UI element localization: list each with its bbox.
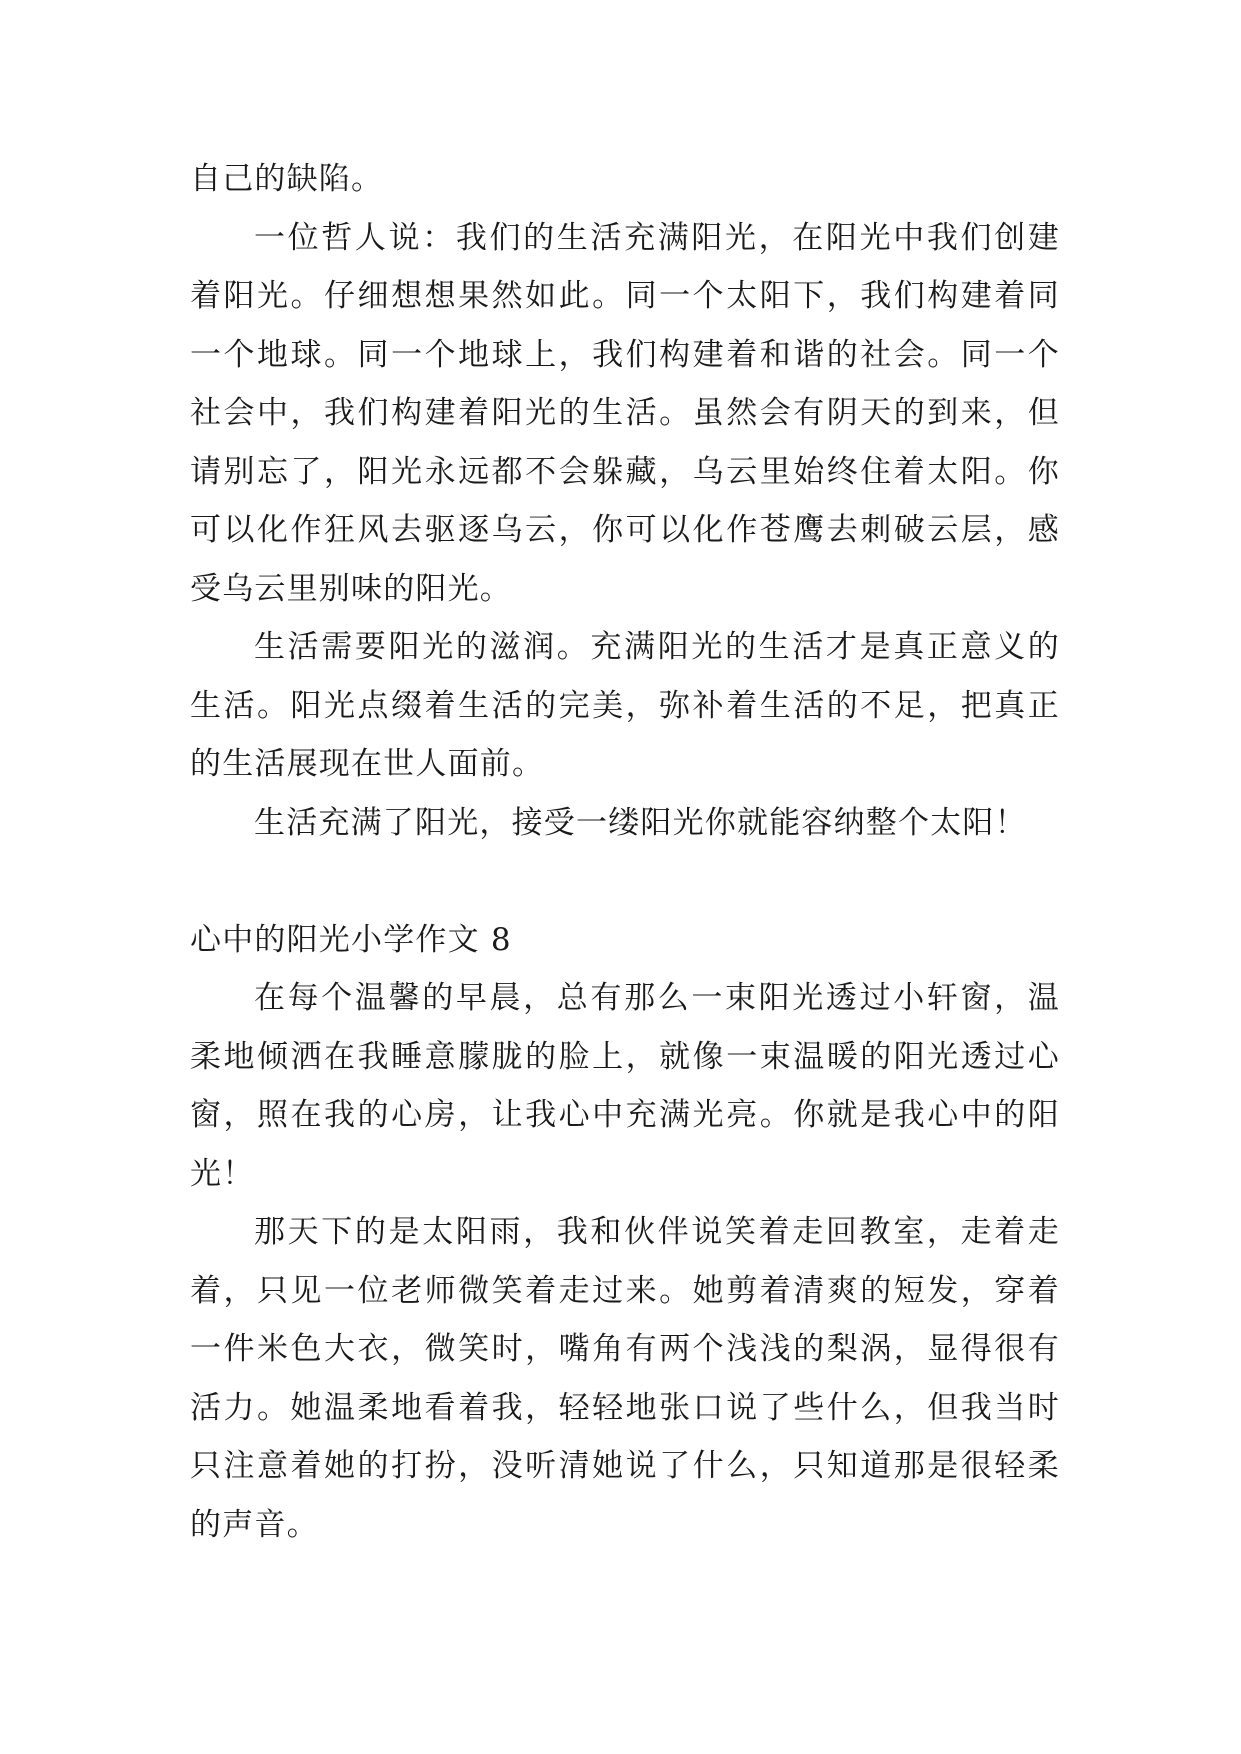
text-line: 着阳光。仔细想想果然如此。同一个太阳下，我们构建着同 xyxy=(190,278,1060,314)
text-line: 一位哲人说：我们的生活充满阳光，在阳光中我们创建 xyxy=(254,219,1060,256)
text-line: 受乌云里别味的阳光。 xyxy=(190,570,512,607)
document-page xyxy=(190,150,1060,1554)
text-line: 自己的缺陷。 xyxy=(190,161,384,197)
text-line: 生活。阳光点缀着生活的完美，弥补着生活的不足，把真正 xyxy=(190,687,1060,724)
text-line: 可以化作狂风去驱逐乌云，你可以化作苍鹰去刺破云层，感 xyxy=(190,512,1060,548)
paragraph xyxy=(190,1203,1060,1554)
text-line: 柔地倾洒在我睡意朦胧的脸上，就像一束温暖的阳光透过心 xyxy=(190,1038,1060,1075)
paragraph xyxy=(190,969,1060,1203)
text-line: 只注意着她的打扮，没听清她说了什么，只知道那是很轻柔 xyxy=(190,1448,1060,1484)
paragraph xyxy=(190,150,1060,209)
text-line: 着，只见一位老师微笑着走过来。她剪着清爽的短发，穿着 xyxy=(190,1272,1060,1309)
blank-line xyxy=(190,852,1060,911)
text-line: 窗，照在我的心房，让我心中充满光亮。你就是我心中的阳 xyxy=(190,1097,1060,1133)
text-line: 社会中，我们构建着阳光的生活。虽然会有阴天的到来，但 xyxy=(190,395,1060,431)
text-line: 生活充满了阳光，接受一缕阳光你就能容纳整个太阳！ xyxy=(254,804,1027,841)
paragraph xyxy=(190,794,1060,853)
text-line: 光！ xyxy=(190,1155,255,1192)
text-line: 的生活展现在世人面前。 xyxy=(190,746,545,782)
paragraph xyxy=(190,209,1060,619)
paragraph xyxy=(190,618,1060,794)
text-line: 在每个温馨的早晨，总有那么一束阳光透过小轩窗，温 xyxy=(254,980,1060,1016)
text-line: 请别忘了，阳光永远都不会躲藏，乌云里始终住着太阳。你 xyxy=(190,453,1060,490)
text-line: 那天下的是太阳雨，我和伙伴说笑着走回教室，走着走 xyxy=(254,1214,1060,1250)
text-line: 生活需要阳光的滋润。充满阳光的生活才是真正意义的 xyxy=(254,629,1060,665)
text-line: 一个地球。同一个地球上，我们构建着和谐的社会。同一个 xyxy=(190,336,1060,373)
text-line: 的声音。 xyxy=(190,1506,319,1543)
text-line: 活力。她温柔地看着我，轻轻地张口说了些什么，但我当时 xyxy=(190,1389,1060,1426)
section-title: 心中的阳光小学作文 8 xyxy=(190,921,512,958)
text-line: 一件米色大衣，微笑时，嘴角有两个浅浅的梨涡，显得很有 xyxy=(190,1331,1060,1367)
